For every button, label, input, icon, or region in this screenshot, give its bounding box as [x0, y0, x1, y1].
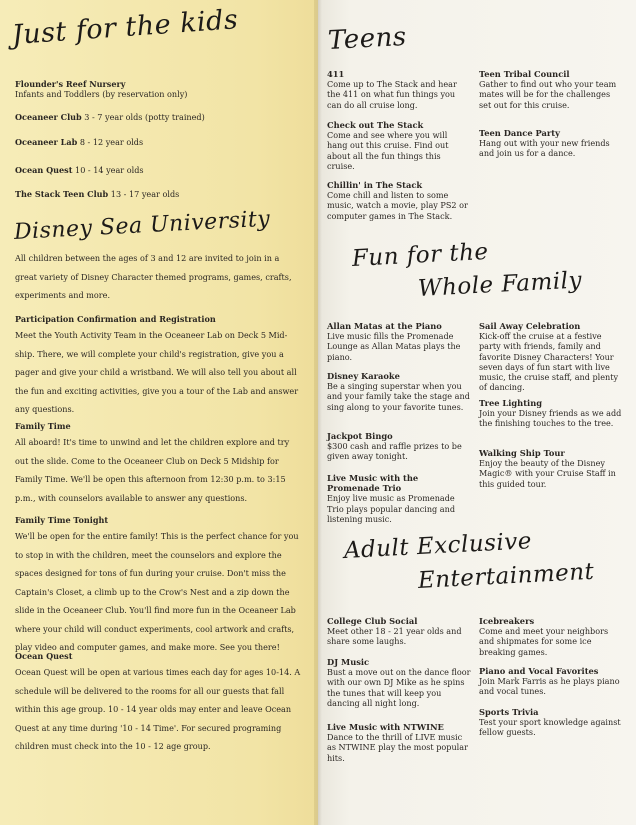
item-name: Teen Tribal Council — [479, 69, 570, 79]
program-detail: 13 - 17 year olds — [110, 189, 180, 199]
item-name: Chillin' in The Stack — [327, 180, 423, 190]
section-heading: Family Time Tonight — [15, 515, 109, 525]
section-body: Ocean Quest will be open at various times each day for ages 10-14. A schedule will be delivered to the rooms for all our guests that fall within this age group. 10 - 14 year olds may enter and leave Ocean Quest at any time during '10 - 14 Time'. For secured programing children must check into the 10 - 12 age group. — [15, 667, 301, 751]
item-name: Jackpot Bingo — [327, 431, 393, 441]
section-ocean-quest — [15, 649, 303, 756]
kids-program-row — [15, 189, 179, 199]
item-name: Check out The Stack — [327, 120, 424, 130]
family-title-line1: Fun for the — [351, 238, 490, 272]
section-heading: Family Time — [15, 421, 71, 431]
family-title-line2: Whole Family — [417, 267, 583, 302]
adult-item — [479, 666, 623, 697]
item-desc: Enjoy live music as Promenade Trio plays popular dancing and listening music. — [327, 493, 456, 524]
family-item — [327, 321, 473, 362]
family-item — [479, 321, 623, 392]
teen-item — [479, 69, 621, 110]
program-detail: 3 - 7 year olds (potty trained) — [84, 112, 205, 122]
kids-program-row — [15, 79, 187, 99]
program-name: The Stack Teen Club — [15, 189, 109, 199]
item-desc: Come and meet your neighbors and shipmates for some ice breaking games. — [479, 626, 609, 657]
family-item — [327, 431, 473, 462]
item-desc: Come up to The Stack and hear the 411 on what fun things you can do all cruise long. — [327, 79, 457, 110]
adult-item — [479, 707, 623, 738]
item-desc: Hang out with your new friends and join us for a dance. — [479, 138, 610, 159]
teen-item — [327, 69, 469, 110]
item-desc: Meet other 18 - 21 year olds and share some laughs. — [327, 626, 462, 647]
adult-item — [327, 722, 473, 763]
item-desc: Dance to the thrill of LIVE music as NTWINE play the most popular hits. — [327, 732, 468, 763]
item-desc: Come chill and listen to some music, watch a movie, play PS2 or computer games in The Stack. — [327, 190, 468, 221]
adult-item — [479, 616, 623, 657]
section-family-time-tonight — [15, 513, 303, 657]
teens-title: Teens — [327, 21, 408, 56]
program-name: Oceaneer Lab — [15, 137, 78, 147]
section-family-time — [15, 419, 303, 507]
teen-item — [327, 180, 469, 221]
family-item — [479, 448, 623, 489]
item-name: Live Music with NTWINE — [327, 722, 444, 732]
item-name: 411 — [327, 69, 345, 79]
program-detail: 10 - 14 year olds — [75, 165, 144, 175]
adult-title-line2: Entertainment — [417, 558, 595, 594]
teen-item — [479, 128, 621, 159]
family-item — [479, 398, 623, 429]
adult-item — [327, 616, 473, 647]
kids-program-row — [15, 112, 205, 122]
family-item — [327, 371, 473, 412]
item-name: Walking Ship Tour — [479, 448, 565, 458]
program-name: Ocean Quest — [15, 165, 73, 175]
section-body: All aboard! It's time to unwind and let the children explore and try out the slide. Come to the Oceaneer Club on Deck 5 Midship for Family Time. We'll be open this afternoon from 12:30 p.m. to 3:15 p.m., with counselors available to answer any questions. — [15, 437, 290, 503]
item-name: DJ Music — [327, 657, 370, 667]
item-desc: Join your Disney friends as we add the finishing touches to the tree. — [479, 408, 622, 429]
program-detail: Infants and Toddlers (by reservation only) — [15, 89, 188, 99]
university-intro: All children between the ages of 3 and 12 are invited to join in a great variety of Disney Character themed programs, games, crafts, experiments and more. — [15, 253, 292, 300]
item-name: Tree Lighting — [479, 398, 543, 408]
kids-title: Just for the kids — [10, 4, 240, 51]
item-name: Disney Karaoke — [327, 371, 400, 381]
item-desc: Be a singing superstar when you and your family take the stage and sing along to your favorite tunes. — [327, 381, 470, 412]
section-body: Meet the Youth Activity Team in the Oceaneer Lab on Deck 5 Mid-ship. There, we will complete your child's registration, give you a pager and give your child a wristband. We will also tell you about all the fun and exciting activities, give you a tour of the Lab and answer any questions. — [15, 330, 299, 414]
item-desc: Come and see where you will hang out this cruise. Find out about all the fun things this cruise. — [327, 130, 449, 171]
item-desc: Join Mark Farris as he plays piano and vocal tunes. — [479, 676, 620, 697]
item-desc: Gather to find out who your team mates will be for the challenges set out for this cruise. — [479, 79, 617, 110]
item-name: College Club Social — [327, 616, 418, 626]
item-name: Piano and Vocal Favorites — [479, 666, 599, 676]
item-desc: Enjoy the beauty of the Disney Magic® with your Cruise Staff in this guided tour. — [479, 458, 616, 489]
item-name: Live Music with the Promenade Trio — [327, 473, 419, 494]
item-desc: Test your sport knowledge against fellow guests. — [479, 717, 621, 738]
item-desc: Bust a move out on the dance floor with our own DJ Mike as he spins the tunes that will keep you dancing all night long. — [327, 667, 471, 708]
program-name: Oceaneer Club — [15, 112, 82, 122]
item-name: Teen Dance Party — [479, 128, 560, 138]
adult-item — [327, 657, 473, 708]
item-desc: $300 cash and raffle prizes to be given away tonight. — [327, 441, 462, 462]
section-body: We'll be open for the entire family! This is the perfect chance for you to stop in with the children, meet the counselors and explore the spaces designed for tons of fun during your cruise. Don't miss the Captain's Closet, a climb up to the Crow's Nest and a zip down the slide in the Oceaneer Club. You'll find more fun in the Oceaneer Lab where your child will conduct experiments, cool artwork and crafts, play video and computer games, and make more. See you there! — [15, 531, 299, 652]
kids-program-row — [15, 165, 144, 175]
section-heading: Participation Confirmation and Registration — [15, 314, 216, 324]
program-name: Flounder's Reef Nursery — [15, 79, 126, 89]
item-name: Icebreakers — [479, 616, 535, 626]
item-desc: Kick-off the cruise at a festive party with friends, family and favorite Disney Characters! Your seven days of fun start with live music, the cruise staff, and plenty of dancing. — [479, 331, 619, 393]
item-name: Sail Away Celebration — [479, 321, 581, 331]
item-name: Allan Matas at the Piano — [327, 321, 442, 331]
program-detail: 8 - 12 year olds — [79, 137, 144, 147]
kids-program-row — [15, 137, 143, 147]
family-item — [327, 473, 473, 524]
university-title: Disney Sea University — [13, 206, 271, 245]
adult-title-line1: Adult Exclusive — [343, 528, 533, 564]
item-desc: Live music fills the Promenade Lounge as Allan Matas plays the piano. — [327, 331, 461, 362]
page-gutter — [314, 0, 322, 825]
item-name: Sports Trivia — [479, 707, 539, 717]
section-registration — [15, 312, 303, 419]
section-heading: Ocean Quest — [15, 651, 73, 661]
teen-item — [327, 120, 469, 171]
